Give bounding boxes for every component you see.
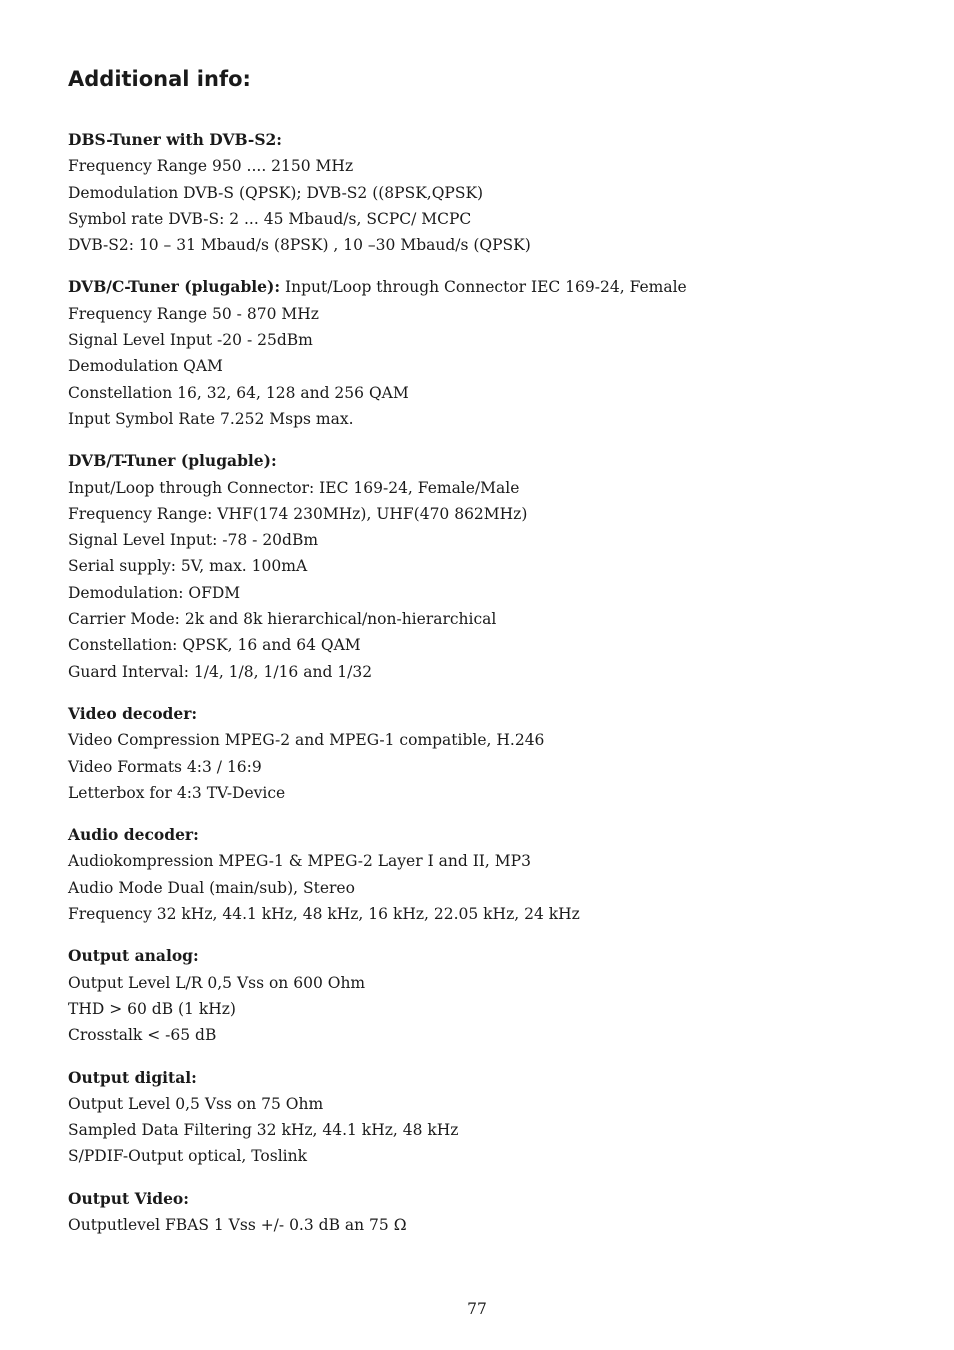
spec-line: Demodulation DVB-S (QPSK); DVB-S2 ((8PSK,QPSK) [68,183,484,202]
section-heading-line [68,127,908,153]
spec-line: Output Level 0,5 Vss on 75 Ohm [68,1094,324,1113]
spec-section [68,1186,908,1239]
section-heading: Output analog: [68,946,199,966]
spec-line: Frequency Range: VHF(174 230MHz), UHF(470 862MHz) [68,504,528,523]
section-heading-line [68,448,908,474]
spec-line: Outputlevel FBAS 1 Vss +/- 0.3 dB an 75 Ω [68,1215,407,1234]
spec-line: Output Level L/R 0,5 Vss on 600 Ohm [68,973,366,992]
spec-line: Serial supply: 5V, max. 100mA [68,557,308,576]
section-heading-line [68,1186,908,1212]
spec-content [68,127,908,1254]
spec-section [68,1065,908,1170]
section-heading: DVB/T-Tuner (plugable): [68,451,277,471]
spec-line: DVB-S2: 10 – 31 Mbaud/s (8PSK) , 10 –30 Mbaud/s (QPSK) [68,236,531,255]
page-number: 77 [467,1300,487,1318]
spec-section [68,943,908,1048]
spec-line: Input/Loop through Connector: IEC 169-24, Female/Male [68,478,520,497]
spec-line: Frequency 32 kHz, 44.1 kHz, 48 kHz, 16 kHz, 22.05 kHz, 24 kHz [68,905,580,924]
spec-line: Audiokompression MPEG-1 & MPEG-2 Layer I and II, MP3 [68,852,531,871]
section-heading-line [68,701,908,727]
spec-section [68,701,908,806]
spec-section [68,822,908,927]
section-heading-line [68,943,908,969]
section-heading: Audio decoder: [68,825,199,845]
spec-line: Signal Level Input: -78 - 20dBm [68,531,319,550]
spec-section [68,127,908,258]
spec-line: Demodulation: OFDM [68,583,241,602]
section-heading: DBS-Tuner with DVB-S2: [68,130,283,149]
section-heading: Output digital: [68,1067,197,1087]
spec-section [68,448,908,685]
page-title: Additional info: [68,67,251,91]
section-heading-line [68,822,908,848]
section-heading: Video decoder: [68,703,198,723]
section-heading: Output Video: [68,1188,189,1208]
spec-line: Symbol rate DVB-S: 2 ... 45 Mbaud/s, SCPC/ MCPC [68,209,472,228]
section-heading: DVB/C-Tuner (plugable): [68,277,281,297]
spec-line: Audio Mode Dual (main/sub), Stereo [68,878,355,897]
spec-line: Video Formats 4:3 / 16:9 [68,757,262,776]
section-heading-line [68,274,908,300]
spec-line: Crosstalk < -65 dB [68,1026,217,1045]
spec-line: Sampled Data Filtering 32 kHz, 44.1 kHz, 48 kHz [68,1121,459,1140]
spec-section [68,274,908,432]
spec-line: S/PDIF-Output optical, Toslink [68,1147,307,1166]
spec-line: Signal Level Input -20 - 25dBm [68,331,313,350]
spec-line: Letterbox for 4:3 TV-Device [68,783,286,802]
spec-line: Frequency Range 950 .... 2150 MHz [68,157,354,176]
section-heading-inline-text: Input/Loop through Connector IEC 169-24, Female [280,278,687,297]
spec-line: THD > 60 dB (1 kHz) [68,999,236,1018]
spec-line: Video Compression MPEG-2 and MPEG-1 compatible, H.246 [68,731,545,750]
spec-line: Constellation: QPSK, 16 and 64 QAM [68,636,361,655]
section-heading-line [68,1065,908,1091]
spec-line: Carrier Mode: 2k and 8k hierarchical/non-hierarchical [68,610,497,629]
spec-line: Constellation 16, 32, 64, 128 and 256 QAM [68,383,409,402]
spec-line: Input Symbol Rate 7.252 Msps max. [68,409,354,428]
spec-line: Guard Interval: 1/4, 1/8, 1/16 and 1/32 [68,662,373,681]
spec-line: Frequency Range 50 - 870 MHz [68,304,319,323]
spec-line: Demodulation QAM [68,357,223,376]
